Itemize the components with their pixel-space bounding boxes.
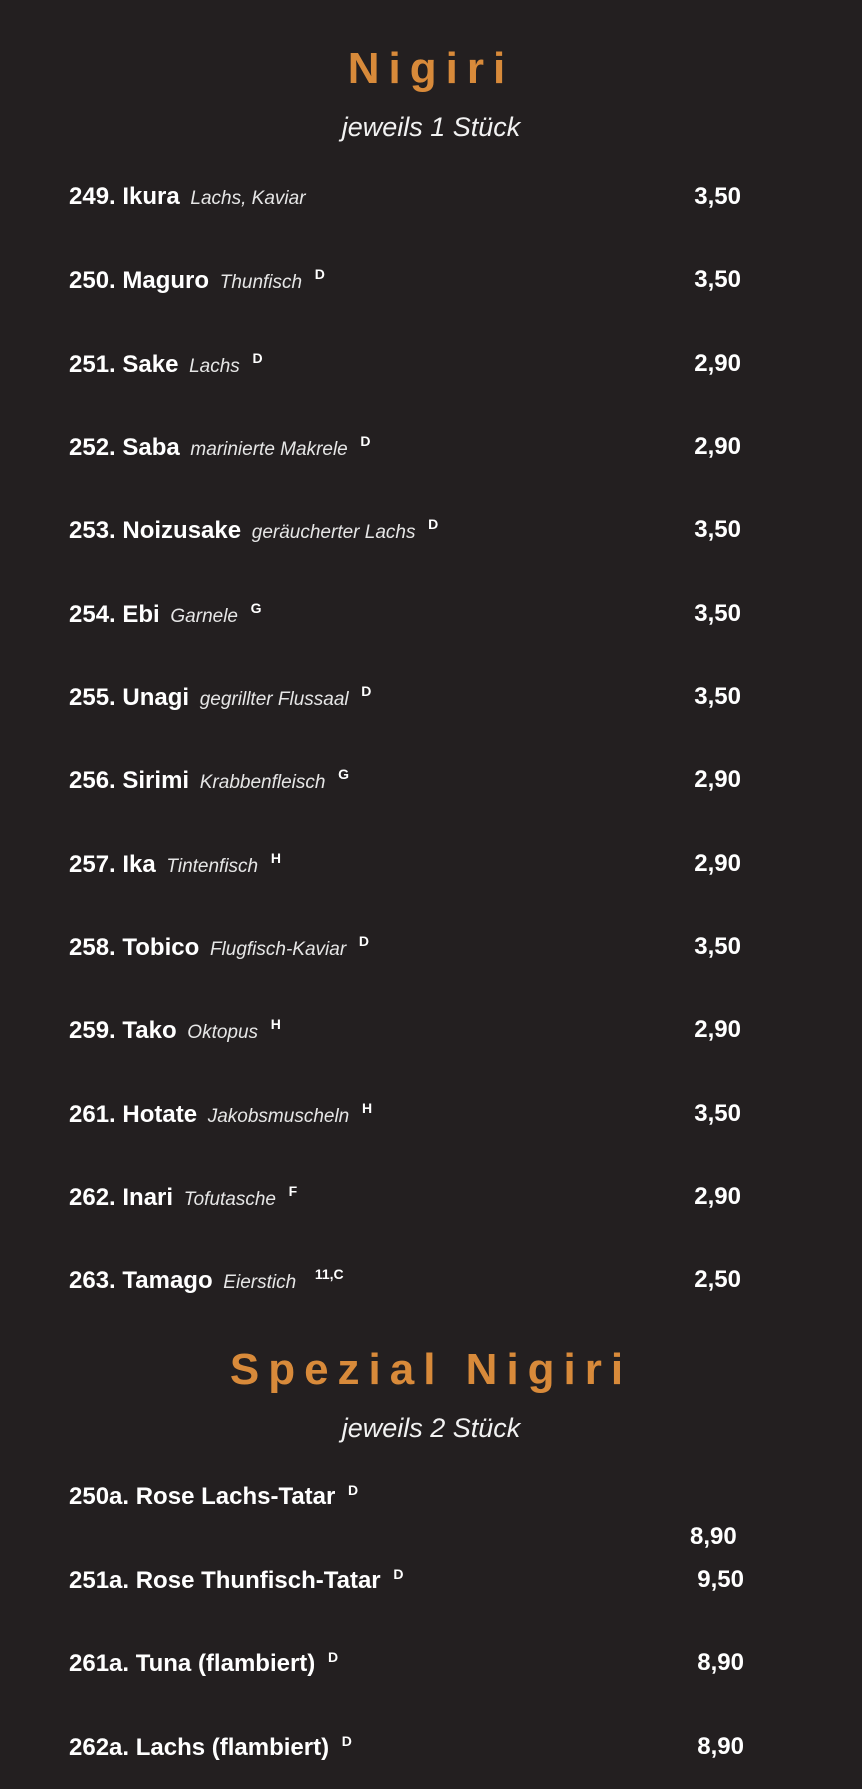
item-name: 261a. Tuna (flambiert) xyxy=(69,1650,316,1677)
item-description: Flugfisch-Kaviar xyxy=(209,939,347,960)
menu-item-259 xyxy=(69,1016,741,1056)
allergen-code: D xyxy=(252,350,263,366)
item-price: 3,50 xyxy=(694,933,741,960)
menu-item-255 xyxy=(69,683,741,723)
item-name: 257. Ika xyxy=(69,851,156,878)
allergen-code: D xyxy=(314,266,325,282)
item-name: 259. Tako xyxy=(69,1017,177,1044)
item-price: 2,50 xyxy=(694,1266,741,1293)
item-price: 8,90 xyxy=(697,1649,744,1676)
item-name: 262a. Lachs (flambiert) xyxy=(69,1734,330,1761)
item-price: 3,50 xyxy=(694,183,741,210)
menu-item-256 xyxy=(69,766,741,806)
menu-item-257 xyxy=(69,850,741,890)
item-description: Tintenfisch xyxy=(166,856,259,877)
menu-item-261a xyxy=(69,1649,744,1689)
menu-item-253 xyxy=(69,516,741,556)
item-name: 251a. Rose Thunfisch-Tatar xyxy=(69,1567,381,1594)
item-price: 9,50 xyxy=(697,1566,744,1593)
item-price: 2,90 xyxy=(694,1016,741,1043)
item-description: Lachs xyxy=(189,356,240,377)
item-description: Jakobsmuscheln xyxy=(207,1106,350,1127)
allergen-code: H xyxy=(361,1100,373,1116)
item-name: 261. Hotate xyxy=(69,1101,198,1128)
allergen-code: F xyxy=(288,1183,298,1199)
item-description: Lachs, Kaviar xyxy=(190,188,306,209)
allergen-code: D xyxy=(360,433,371,449)
item-name: 250. Maguro xyxy=(69,267,210,294)
allergen-code: H xyxy=(270,850,281,866)
menu-item-251 xyxy=(69,350,741,390)
item-price: 8,90 xyxy=(697,1733,744,1760)
item-price: 2,90 xyxy=(694,850,741,877)
item-price: 2,90 xyxy=(694,350,741,377)
item-price: 3,50 xyxy=(694,600,741,627)
section-subtitle-spezial-nigiri: jeweils 2 Stück xyxy=(341,1413,521,1443)
allergen-code: D xyxy=(327,1649,339,1665)
menu-item-254 xyxy=(69,600,741,640)
item-name: 255. Unagi xyxy=(69,684,190,711)
item-description: Garnele xyxy=(170,606,238,627)
menu-item-262 xyxy=(69,1183,741,1223)
allergen-code: G xyxy=(250,600,262,616)
menu-item-262a xyxy=(69,1733,744,1773)
item-description: marinierte Makrele xyxy=(190,439,348,460)
item-description: geräucherter Lachs xyxy=(251,522,416,543)
menu-item-263 xyxy=(69,1266,741,1306)
item-description: Eierstich xyxy=(223,1272,297,1293)
menu-item-261 xyxy=(69,1100,741,1140)
item-description: Tofutasche xyxy=(183,1189,276,1210)
item-description: gegrillter Flussaal xyxy=(199,689,349,710)
item-price: 3,50 xyxy=(694,516,741,543)
allergen-code: G xyxy=(338,766,350,782)
menu-item-249 xyxy=(69,183,741,223)
item-name: 252. Saba xyxy=(69,434,180,461)
menu-item-250a xyxy=(69,1482,744,1522)
item-description: Thunfisch xyxy=(219,272,303,293)
allergen-code: D xyxy=(393,1566,404,1582)
item-name: 256. Sirimi xyxy=(69,767,190,794)
allergen-code: D xyxy=(361,683,372,699)
item-name: 251. Sake xyxy=(69,351,179,378)
item-price: 3,50 xyxy=(694,683,741,710)
item-price: 2,90 xyxy=(694,1183,741,1210)
item-description: Oktopus xyxy=(187,1022,259,1043)
section-title-spezial-nigiri: Spezial Nigiri xyxy=(229,1345,633,1394)
item-description: Krabbenfleisch xyxy=(199,772,326,793)
section-subtitle-nigiri: jeweils 1 Stück xyxy=(341,112,521,142)
item-price: 3,50 xyxy=(694,266,741,293)
menu-item-250 xyxy=(69,266,741,306)
menu-item-258 xyxy=(69,933,741,973)
item-price: 8,90 xyxy=(690,1523,737,1550)
item-name: 249. Ikura xyxy=(69,183,180,210)
item-name: 250a. Rose Lachs-Tatar xyxy=(69,1483,336,1510)
item-name: 258. Tobico xyxy=(69,934,200,961)
allergen-code: D xyxy=(358,933,369,949)
allergen-code: D xyxy=(428,516,439,532)
menu-item-252 xyxy=(69,433,741,473)
item-name: 262. Inari xyxy=(69,1184,174,1211)
allergen-code: 11,C xyxy=(314,1266,344,1282)
item-name: 253. Noizusake xyxy=(69,517,242,544)
item-price: 2,90 xyxy=(694,766,741,793)
menu-item-251a xyxy=(69,1566,744,1606)
allergen-code: D xyxy=(348,1482,359,1498)
item-name: 263. Tamago xyxy=(69,1267,213,1294)
item-name: 254. Ebi xyxy=(69,601,160,628)
allergen-code: D xyxy=(341,1733,352,1749)
allergen-code: H xyxy=(270,1016,281,1032)
item-price: 2,90 xyxy=(694,433,741,460)
item-price: 3,50 xyxy=(694,1100,741,1127)
section-title-nigiri: Nigiri xyxy=(347,44,515,93)
